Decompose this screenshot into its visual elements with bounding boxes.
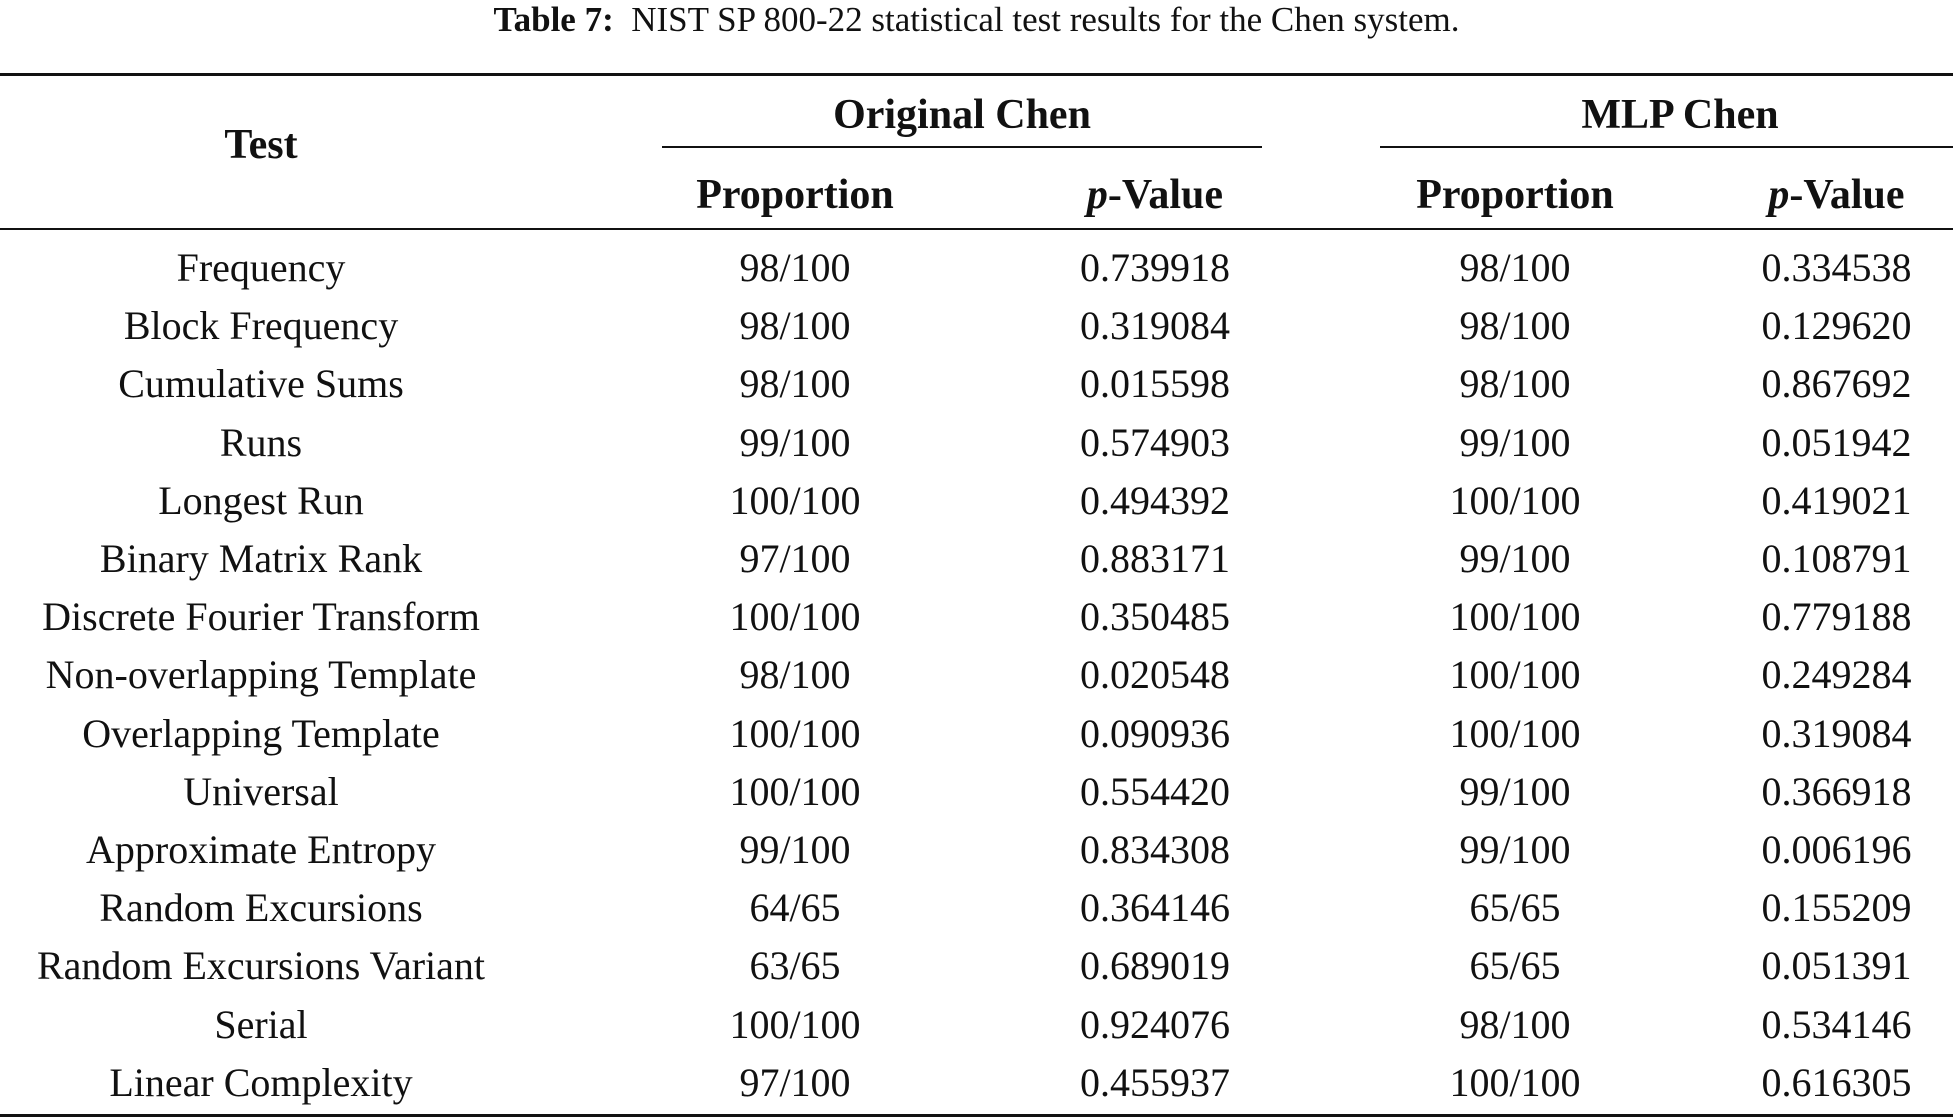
cell-orig-pvalue: 0.924076 xyxy=(1080,1002,1230,1047)
cell-mlp-proportion: 100/100 xyxy=(1449,652,1581,697)
cell-test: Cumulative Sums xyxy=(118,361,404,406)
cell-orig-proportion: 64/65 xyxy=(749,885,841,930)
cell-orig-proportion: 98/100 xyxy=(739,245,851,290)
cell-test: Linear Complexity xyxy=(109,1060,413,1105)
cell-orig-proportion: 100/100 xyxy=(729,478,861,523)
pvalue-suffix: -Value xyxy=(1789,172,1905,218)
cell-orig-proportion: 97/100 xyxy=(739,1060,851,1105)
header-orig-proportion: Proportion xyxy=(696,172,894,218)
cell-mlp-pvalue: 0.319084 xyxy=(1761,711,1912,756)
cell-mlp-proportion: 100/100 xyxy=(1449,711,1581,756)
cell-orig-proportion: 98/100 xyxy=(739,303,851,348)
cell-orig-proportion: 100/100 xyxy=(729,1002,861,1047)
cell-mlp-proportion: 65/65 xyxy=(1469,885,1561,930)
header-group-original: Original Chen xyxy=(833,92,1091,138)
pvalue-p: p xyxy=(1086,172,1108,218)
cell-mlp-proportion: 100/100 xyxy=(1449,478,1581,523)
cell-mlp-proportion: 99/100 xyxy=(1459,827,1571,872)
group-rule-mlp xyxy=(1380,146,1953,148)
cell-test: Longest Run xyxy=(158,478,364,523)
cell-mlp-pvalue: 0.051942 xyxy=(1761,420,1912,465)
cell-test: Discrete Fourier Transform xyxy=(42,594,480,639)
cell-mlp-proportion: 98/100 xyxy=(1459,303,1571,348)
cell-orig-proportion: 99/100 xyxy=(739,827,851,872)
cell-orig-proportion: 100/100 xyxy=(729,711,861,756)
cell-orig-pvalue: 0.834308 xyxy=(1080,827,1230,872)
cell-mlp-proportion: 99/100 xyxy=(1459,536,1571,581)
cell-orig-pvalue: 0.883171 xyxy=(1080,536,1230,581)
cell-orig-proportion: 98/100 xyxy=(739,361,851,406)
cell-orig-pvalue: 0.319084 xyxy=(1080,303,1230,348)
cell-mlp-pvalue: 0.006196 xyxy=(1761,827,1912,872)
cell-test: Block Frequency xyxy=(123,303,399,348)
cell-test: Random Excursions xyxy=(99,885,423,930)
cell-orig-pvalue: 0.015598 xyxy=(1080,361,1230,406)
header-mlp-proportion: Proportion xyxy=(1416,172,1614,218)
cell-test: Non-overlapping Template xyxy=(45,652,477,697)
cell-orig-pvalue: 0.455937 xyxy=(1080,1060,1230,1105)
cell-mlp-pvalue: 0.155209 xyxy=(1761,885,1912,930)
cell-mlp-pvalue: 0.366918 xyxy=(1761,769,1912,814)
cell-mlp-proportion: 98/100 xyxy=(1459,1002,1571,1047)
cell-mlp-pvalue: 0.108791 xyxy=(1761,536,1912,581)
cell-mlp-pvalue: 0.616305 xyxy=(1761,1060,1912,1105)
cell-mlp-pvalue: 0.779188 xyxy=(1761,594,1912,639)
header-bottom-rule xyxy=(0,228,1953,230)
cell-orig-pvalue: 0.494392 xyxy=(1080,478,1230,523)
cell-orig-pvalue: 0.020548 xyxy=(1080,652,1230,697)
cell-orig-pvalue: 0.574903 xyxy=(1080,420,1230,465)
cell-orig-pvalue: 0.689019 xyxy=(1080,943,1230,988)
cell-mlp-proportion: 99/100 xyxy=(1459,420,1571,465)
cell-mlp-proportion: 98/100 xyxy=(1459,245,1571,290)
cell-orig-pvalue: 0.090936 xyxy=(1080,711,1230,756)
cell-orig-pvalue: 0.364146 xyxy=(1080,885,1230,930)
cell-orig-proportion: 98/100 xyxy=(739,652,851,697)
cell-orig-pvalue: 0.350485 xyxy=(1080,594,1230,639)
cell-mlp-pvalue: 0.051391 xyxy=(1761,943,1912,988)
cell-mlp-pvalue: 0.419021 xyxy=(1761,478,1912,523)
cell-test: Universal xyxy=(183,769,339,814)
cell-mlp-proportion: 99/100 xyxy=(1459,769,1571,814)
header-group-mlp: MLP Chen xyxy=(1581,92,1779,138)
cell-orig-proportion: 100/100 xyxy=(729,594,861,639)
cell-orig-pvalue: 0.554420 xyxy=(1080,769,1230,814)
header-test: Test xyxy=(224,122,298,168)
cell-mlp-pvalue: 0.534146 xyxy=(1761,1002,1912,1047)
cell-test: Overlapping Template xyxy=(82,711,440,756)
table-top-rule xyxy=(0,73,1953,76)
cell-test: Runs xyxy=(219,420,303,465)
cell-orig-proportion: 100/100 xyxy=(729,769,861,814)
cell-mlp-pvalue: 0.129620 xyxy=(1761,303,1912,348)
cell-orig-proportion: 99/100 xyxy=(739,420,851,465)
cell-mlp-proportion: 100/100 xyxy=(1449,1060,1581,1105)
cell-mlp-pvalue: 0.867692 xyxy=(1761,361,1912,406)
cell-test: Serial xyxy=(214,1002,308,1047)
cell-mlp-pvalue: 0.249284 xyxy=(1761,652,1912,697)
caption-label: Table 7: xyxy=(493,0,614,39)
cell-test: Binary Matrix Rank xyxy=(99,536,423,581)
cell-mlp-proportion: 98/100 xyxy=(1459,361,1571,406)
cell-orig-proportion: 63/65 xyxy=(749,943,841,988)
table-caption xyxy=(0,0,1953,40)
caption-text: NIST SP 800-22 statistical test results for the Chen system. xyxy=(631,0,1460,39)
header-mlp-pvalue xyxy=(1720,166,1953,224)
pvalue-p: p xyxy=(1768,172,1790,218)
cell-test: Approximate Entropy xyxy=(86,827,436,872)
cell-mlp-proportion: 100/100 xyxy=(1449,594,1581,639)
cell-test: Random Excursions Variant xyxy=(36,943,486,988)
cell-orig-pvalue: 0.739918 xyxy=(1080,245,1230,290)
table-bottom-rule xyxy=(0,1114,1953,1117)
group-rule-original xyxy=(662,146,1262,148)
pvalue-suffix: -Value xyxy=(1107,172,1224,218)
header-orig-pvalue xyxy=(1000,166,1310,224)
cell-test: Frequency xyxy=(176,245,346,290)
cell-mlp-pvalue: 0.334538 xyxy=(1761,245,1912,290)
cell-mlp-proportion: 65/65 xyxy=(1469,943,1561,988)
cell-orig-proportion: 97/100 xyxy=(739,536,851,581)
